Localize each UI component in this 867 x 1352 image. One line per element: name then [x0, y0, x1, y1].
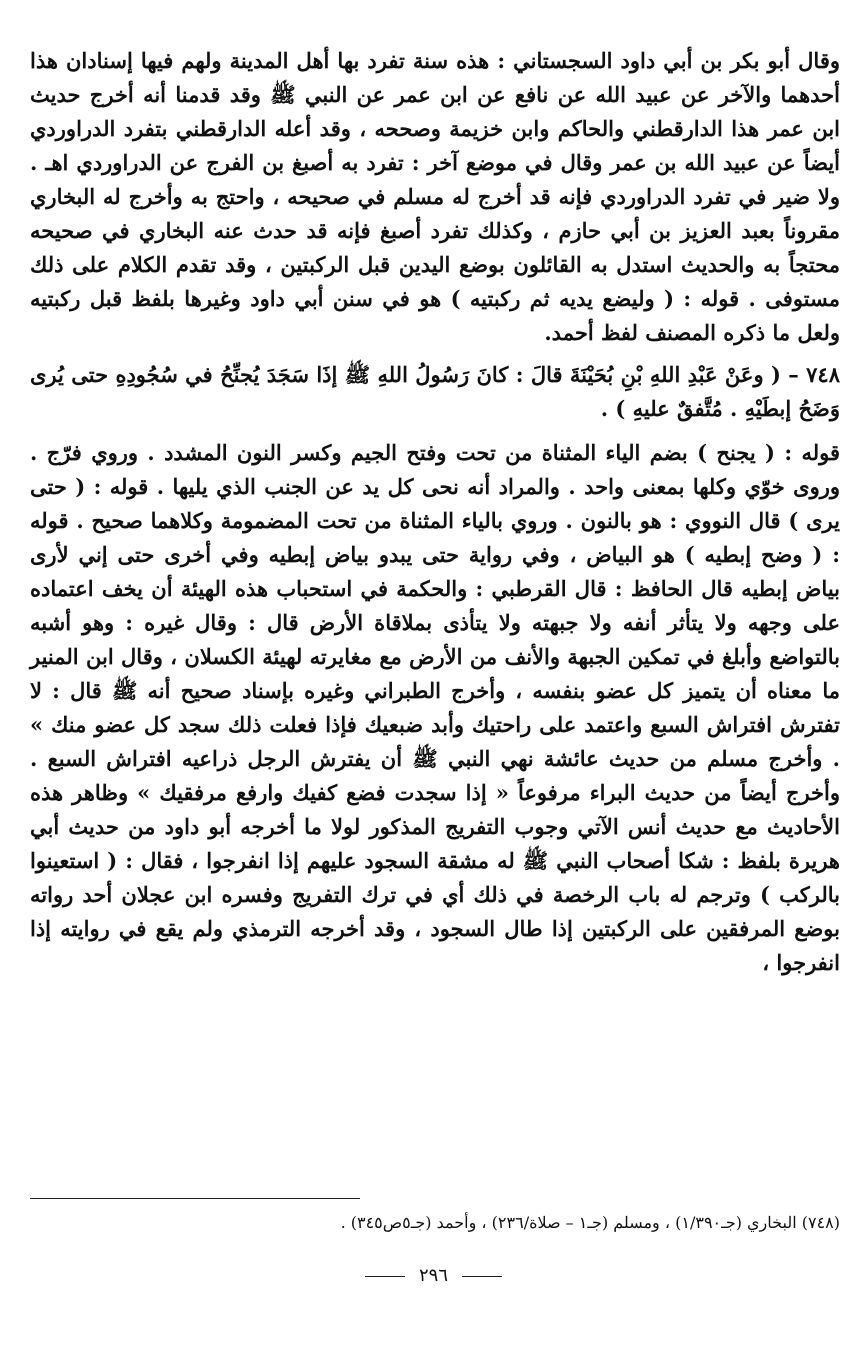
- page-number-dash-right: [365, 1276, 405, 1277]
- commentary-paragraph-1: وقال أبو بكر بن أبي داود السجستاني : هذه سنة تفرد بها أهل المدينة ولهم فيها إسنادان هذا أحدهما والآخر عن عبيد الله عن نافع عن ابن عمر عن النبي ﷺ وقد قدمنا أنه أخرج حديث ابن عمر هذا الدارقطني والحاكم وابن خزيمة وصححه ، وقد أعله الدارقطني بتفرد الدراوردي أيضاً عن عبيد الله بن عمر وقال في موضع آخر : تفرد به أصبغ بن الفرج عن الدراوردي اهـ . ولا ضير في تفرد الدراوردي فإنه قد أخرج له مسلم في صحيحه ، واحتج به وأخرج له البخاري مقروناً بعبد العزيز بن أبي حازم ، وكذلك تفرد أصبغ فإنه قد حدث عنه البخاري في صحيحه محتجاً به والحديث استدل به القائلون بوضع اليدين قبل الركبتين ، وقد تقدم الكلام على ذلك مستوفى . قوله : ( وليضع يديه ثم ركبتيه ) هو في سنن أبي داود وغيرها بلفظ قبل ركبتيه ولعل ما ذكره المصنف لفظ أحمد.: [30, 48, 840, 345]
- page-number-block: [0, 1265, 867, 1286]
- commentary-paragraph-2: قوله : ( يجنح ) بضم الياء المثناة من تحت وفتح الجيم وكسر النون المشدد . وروي فرّج . وروى خوّي وكلها بمعنى واحد . والمراد أنه نحى كل يد عن الجنب الذي يليها . قوله : ( حتى يرى ) قال النووي : هو بالنون . وروي بالياء المثناة من تحت المضمومة وكلاهما صحيح . قوله : ( وضح إبطيه ) هو البياض ، وفي رواية حتى يبدو بياض إبطيه وفي أخرى حتى إني لأرى بياض إبطيه قال الحافظ : قال القرطبي : والحكمة في استحباب هذه الهيئة أن يخف اعتماده على وجهه ولا يتأثر أنفه ولا جبهته ولا يتأذى بملاقاة الأرض قال : وقال غيره : وهو أشبه بالتواضع وأبلغ في تمكين الجبهة والأنف من الأرض مع مغايرته لهيئة الكسلان ، وقال ابن المنير ما معناه أن يتميز كل عضو بنفسه ، وأخرج الطبراني وغيره بإسناد صحيح أنه ﷺ قال : لا تفترش افتراش السبع واعتمد على راحتيك وأبد ضبعيك فإذا فعلت ذلك سجد كل عضو منك » . وأخرج مسلم من حديث عائشة نهي النبي ﷺ أن يفترش الرجل ذراعيه افتراش السبع . وأخرج أيضاً من حديث البراء مرفوعاً « إذا سجدت فضع كفيك وارفع مرفقيك » وظاهر هذه الأحاديث مع حديث أنس الآتي وجوب التفريج المذكور لولا ما أخرجه أبو داود من حديث أبي هريرة بلفظ : شكا أصحاب النبي ﷺ له مشقة السجود عليهم إذا انفرجوا ، فقال : ( استعينوا بالركب ) وترجم له باب الرخصة في ذلك أي في ترك التفريج وفسره ابن عجلان أحد رواته بوضع المرفقين على الركبتين إذا طال السجود ، وقد أخرجه الترمذي ولم يقع في روايته إذا انفرجوا ،: [30, 440, 840, 975]
- main-text: [30, 44, 840, 980]
- footnote-divider: [30, 1198, 360, 1199]
- page-number: ٢٩٦: [418, 1265, 448, 1286]
- hadith-748: ٧٤٨ – ( وعَنْ عَبْدِ اللهِ بْنِ بُحَيْنَةَ قالَ : كانَ رَسُولُ اللهِ ﷺ إذَا سَجَدَ يُجنِّحُ في سُجُودِهِ حتى يُرى وَضَحُ إبطَيْهِ . مُتَّفقٌ عليهِ ) .: [30, 362, 840, 421]
- page-number-dash-left: [462, 1276, 502, 1277]
- footnote: (٧٤٨) البخاري (جـ١/٣٩٠) ، ومسلم (جـ١ – صلاة/٢٣٦) ، وأحمد (جـ٥ص٣٤٥) .: [340, 1213, 840, 1232]
